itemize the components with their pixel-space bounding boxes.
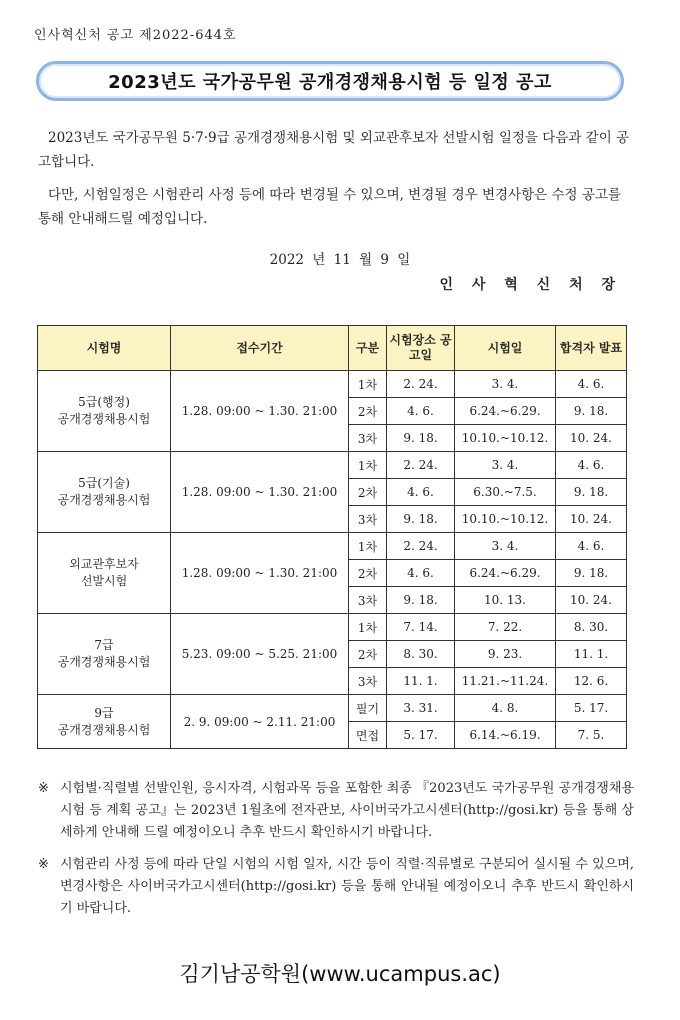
header-pass: 합격자 발표 [556, 326, 627, 371]
exam-name-line2: 선발시험 [80, 574, 128, 588]
pass-announce-cell: 10. 24. [556, 425, 627, 452]
table-row [38, 695, 627, 722]
note-item [38, 778, 634, 844]
venue-notice-cell: 9. 18. [387, 587, 455, 614]
table-row [38, 371, 627, 398]
stage-cell: 2차 [349, 560, 387, 587]
exam-name-line1: 7급 [94, 638, 114, 652]
notice-paragraph: 다만, 시험일정은 시험관리 사정 등에 따라 변경될 수 있으며, 변경될 경우 변경사항은 수정 공고를 통해 안내해드릴 예정입니다. [38, 187, 621, 227]
stage-cell: 3차 [349, 668, 387, 695]
stage-cell: 3차 [349, 587, 387, 614]
exam-name-line2: 공개경쟁채용시험 [57, 412, 151, 426]
note-text: 시험별·직렬별 선발인원, 응시자격, 시험과목 등을 포함한 최종 『2023년도 국가공무원 공개경쟁채용시험 등 계획 공고』는 2023년 1월초에 전자관보, 사이버국가고시센터(http://gosi.kr) 등을 통해 상세하게 안내해 드릴 예정이오니 추후 반드시 확인하시기 바랍니다. [60, 781, 634, 840]
stage-cell: 1차 [349, 614, 387, 641]
exam-date-cell: 10. 13. [455, 587, 556, 614]
table-row [38, 614, 627, 641]
venue-notice-cell: 2. 24. [387, 371, 455, 398]
note-mark: ※ [38, 781, 49, 796]
title-banner [36, 61, 624, 101]
exam-name-cell [38, 533, 171, 614]
venue-notice-cell: 8. 30. [387, 641, 455, 668]
pass-announce-cell: 8. 30. [556, 614, 627, 641]
exam-date-cell: 11.21.~11.24. [455, 668, 556, 695]
stage-cell: 1차 [349, 533, 387, 560]
exam-date-cell: 9. 23. [455, 641, 556, 668]
pass-announce-cell: 9. 18. [556, 398, 627, 425]
signer: 인 사 혁 신 처 장 [439, 277, 622, 293]
note-text: 시험관리 사정 등에 따라 단일 시험의 시험 일자, 시간 등이 직렬·직류별로 구분되어 실시될 수 있으며, 변경사항은 사이버국가고시센터(http://gosi.kr) 등을 통해 안내될 예정이오니 추후 반드시 확인하시기 바랍니다. [60, 857, 634, 916]
pass-announce-cell: 10. 24. [556, 587, 627, 614]
exam-date-cell: 6.24.~6.29. [455, 560, 556, 587]
announcement-date: 2022 년 11 월 9 일 [269, 252, 411, 268]
exam-name-line2: 공개경쟁채용시험 [57, 655, 151, 669]
application-period-cell: 1.28. 09:00 ~ 1.30. 21:00 [171, 533, 349, 614]
pass-announce-cell: 5. 17. [556, 695, 627, 722]
exam-date-cell: 10.10.~10.12. [455, 425, 556, 452]
stage-cell: 필기 [349, 695, 387, 722]
exam-date-cell: 7. 22. [455, 614, 556, 641]
venue-notice-cell: 9. 18. [387, 425, 455, 452]
exam-schedule-table [37, 325, 627, 749]
exam-name-line2: 공개경쟁채용시험 [57, 722, 151, 737]
exam-date-cell: 10.10.~10.12. [455, 506, 556, 533]
venue-notice-cell: 11. 1. [387, 668, 455, 695]
stage-cell: 면접 [349, 722, 387, 749]
pass-announce-cell: 12. 6. [556, 668, 627, 695]
exam-date-cell: 6.14.~6.19. [455, 722, 556, 749]
exam-date-cell: 6.24.~6.29. [455, 398, 556, 425]
pass-announce-cell: 4. 6. [556, 452, 627, 479]
note-item [38, 854, 634, 920]
stage-cell: 1차 [349, 452, 387, 479]
exam-name-cell [38, 371, 171, 452]
pass-announce-cell: 11. 1. [556, 641, 627, 668]
pass-announce-cell: 4. 6. [556, 371, 627, 398]
venue-notice-cell: 2. 24. [387, 533, 455, 560]
page-title: 2023년도 국가공무원 공개경쟁채용시험 등 일정 공고 [108, 72, 552, 93]
exam-name-cell [38, 452, 171, 533]
stage-cell: 3차 [349, 506, 387, 533]
header-exam: 시험명 [38, 326, 171, 371]
application-period-cell: 1.28. 09:00 ~ 1.30. 21:00 [171, 371, 349, 452]
pass-announce-cell: 9. 18. [556, 479, 627, 506]
notes [38, 778, 634, 930]
footer-watermark: 김기남공학원(www.ucampus.ac) [179, 962, 501, 986]
stage-cell: 2차 [349, 641, 387, 668]
stage-cell: 2차 [349, 479, 387, 506]
exam-name-cell [38, 695, 171, 749]
venue-notice-cell: 5. 17. [387, 722, 455, 749]
header-stage: 구분 [349, 326, 387, 371]
exam-name-line1: 5급(기술) [78, 476, 130, 490]
venue-notice-cell: 7. 14. [387, 614, 455, 641]
venue-notice-cell: 4. 6. [387, 398, 455, 425]
exam-date-cell: 6.30.~7.5. [455, 479, 556, 506]
exam-date-cell: 3. 4. [455, 533, 556, 560]
stage-cell: 3차 [349, 425, 387, 452]
note-mark: ※ [38, 857, 49, 872]
pass-announce-cell: 10. 24. [556, 506, 627, 533]
venue-notice-cell: 9. 18. [387, 506, 455, 533]
exam-name-line1: 5급(행정) [78, 395, 130, 409]
venue-notice-cell: 3. 31. [387, 695, 455, 722]
header-venue: 시험장소 공고일 [387, 326, 455, 371]
exam-name-cell [38, 614, 171, 695]
venue-notice-cell: 2. 24. [387, 452, 455, 479]
exam-name-line1: 외교관후보자 [69, 557, 139, 571]
pass-announce-cell: 9. 18. [556, 560, 627, 587]
stage-cell: 2차 [349, 398, 387, 425]
exam-name-line2: 공개경쟁채용시험 [57, 493, 151, 507]
table-header-row [38, 326, 627, 371]
exam-date-cell: 3. 4. [455, 371, 556, 398]
intro-paragraph: 2023년도 국가공무원 5·7·9급 공개경쟁채용시험 및 외교관후보자 선발시험 일정을 다음과 같이 공고합니다. [38, 130, 630, 170]
venue-notice-cell: 4. 6. [387, 479, 455, 506]
stage-cell: 1차 [349, 371, 387, 398]
header-period: 접수기간 [171, 326, 349, 371]
application-period-cell: 2. 9. 09:00 ~ 2.11. 21:00 [171, 695, 349, 749]
exam-date-cell: 3. 4. [455, 452, 556, 479]
pass-announce-cell: 7. 5. [556, 722, 627, 749]
document-number: 인사혁신처 공고 제2022-644호 [34, 28, 237, 43]
exam-name-line1: 9급 [94, 705, 114, 720]
header-date: 시험일 [455, 326, 556, 371]
table-row [38, 533, 627, 560]
pass-announce-cell: 4. 6. [556, 533, 627, 560]
table-row [38, 452, 627, 479]
venue-notice-cell: 4. 6. [387, 560, 455, 587]
application-period-cell: 5.23. 09:00 ~ 5.25. 21:00 [171, 614, 349, 695]
table-body [38, 371, 627, 749]
exam-date-cell: 4. 8. [455, 695, 556, 722]
application-period-cell: 1.28. 09:00 ~ 1.30. 21:00 [171, 452, 349, 533]
